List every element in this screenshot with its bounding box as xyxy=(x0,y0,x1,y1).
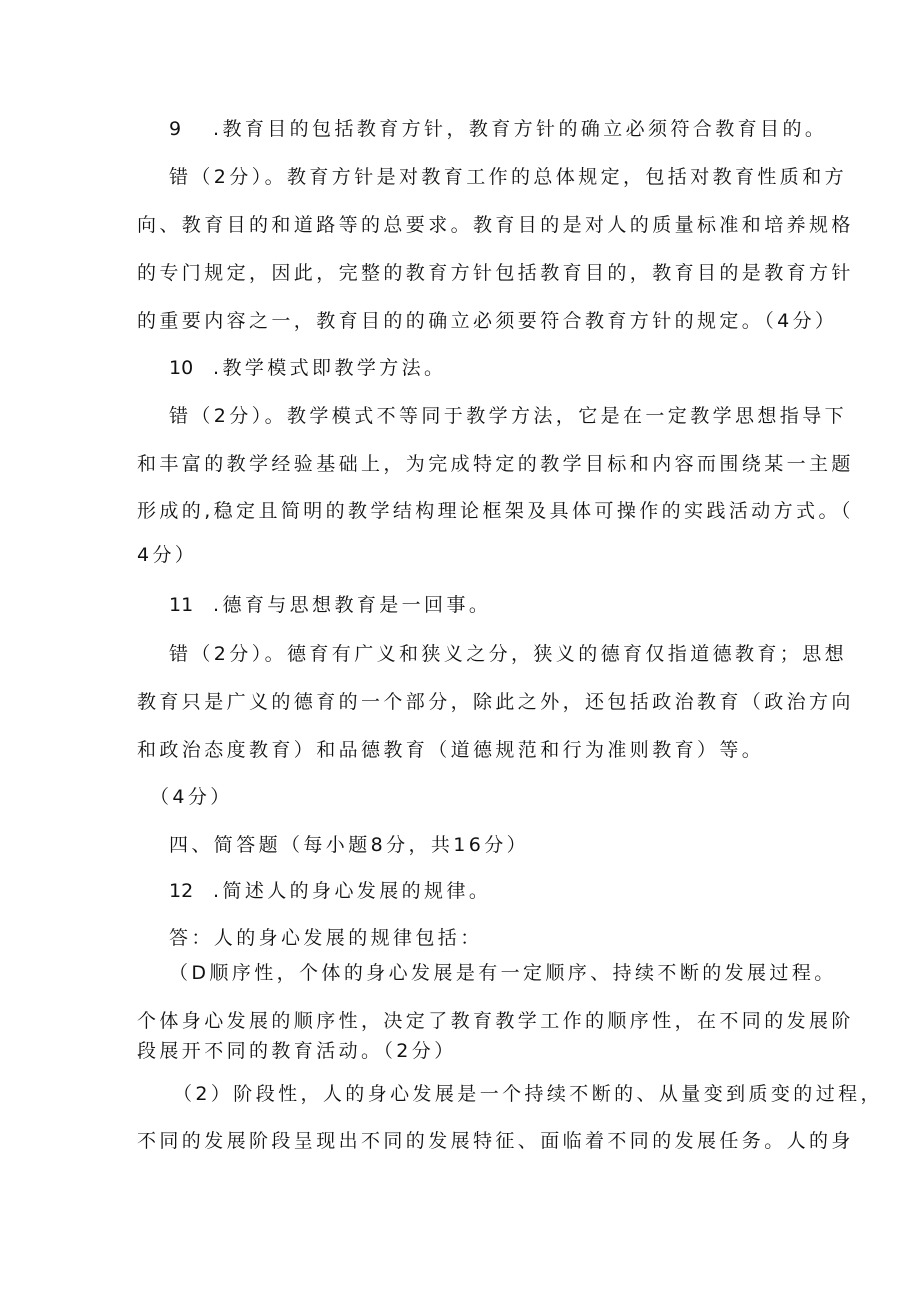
answer-line: 和政治态度教育）和品德教育（道德规范和行为准则教育）等。 xyxy=(137,739,765,761)
question-text: .教学模式即教学方法。 xyxy=(213,357,447,379)
question-9 xyxy=(169,116,829,142)
answer-line: 的专门规定，因此，完整的教育方针包括教育目的，教育目的是教育方针 xyxy=(137,262,854,284)
section-heading: 四、简答题（每小题8分，共16分） xyxy=(169,834,530,856)
answer-line: 形成的,稳定且简明的教学结构理论框架及具体可操作的实践活动方式。（ xyxy=(137,500,854,522)
answer-line: 答：人的身心发展的规律包括： xyxy=(169,927,483,949)
answer-line: 向、教育目的和道路等的总要求。教育目的是对人的质量标准和培养规格 xyxy=(137,214,854,236)
answer-line: 错（2分）。教育方针是对教育工作的总体规定，包括对教育性质和方 xyxy=(169,166,847,188)
question-text: .简述人的身心发展的规律。 xyxy=(213,880,492,902)
answer-line: （D顺序性，个体的身心发展是有一定顺序、持续不断的发展过程。 xyxy=(169,962,837,984)
question-10 xyxy=(169,355,829,381)
answer-line: 段展开不同的教育活动。（2分） xyxy=(137,1040,457,1062)
answer-line: 错（2分）。德育有广义和狭义之分，狭义的德育仅指道德教育；思想 xyxy=(169,643,847,665)
answer-line: 错（2分）。教学模式不等同于教学方法，它是在一定教学思想指导下 xyxy=(169,405,847,427)
answer-line: 不同的发展阶段呈现出不同的发展特征、面临着不同的发展任务。人的身 xyxy=(137,1130,854,1152)
question-number: 9 xyxy=(169,118,182,140)
answer-line: 个体身心发展的顺序性，决定了教育教学工作的顺序性，在不同的发展阶 xyxy=(137,1010,854,1032)
question-text: .德育与思想教育是一回事。 xyxy=(213,594,492,616)
question-number: 11 xyxy=(169,594,194,616)
answer-line: 的重要内容之一，教育目的的确立必须要符合教育方针的规定。（4分） xyxy=(137,310,838,332)
answer-line: 和丰富的教学经验基础上，为完成特定的教学目标和内容而围绕某一主题 xyxy=(137,453,854,475)
question-number: 12 xyxy=(169,880,194,902)
question-12 xyxy=(169,878,829,904)
answer-line: （4分） xyxy=(150,786,233,808)
question-number: 10 xyxy=(169,357,194,379)
answer-line: 4分） xyxy=(137,544,198,566)
question-11 xyxy=(169,592,829,618)
answer-line: 教育只是广义的德育的一个部分，除此之外，还包括政治教育（政治方向 xyxy=(137,691,854,713)
question-text: .教育目的包括教育方针，教育方针的确立必须符合教育目的。 xyxy=(213,118,828,140)
answer-line: （2）阶段性，人的身心发展是一个持续不断的、从量变到质变的过程， xyxy=(173,1083,883,1105)
